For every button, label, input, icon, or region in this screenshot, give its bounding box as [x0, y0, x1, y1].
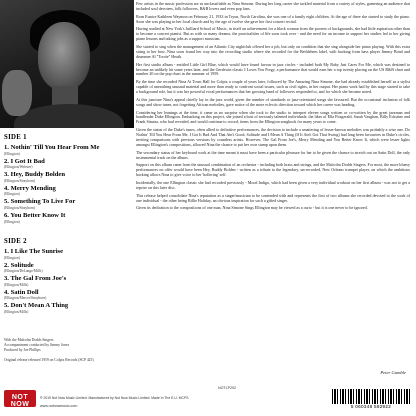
notes-paragraph: Given the status of the Duke's tunes, often allied to definitive performances, the decision to include a smattering of lesser-known melodies was probably a wise one. Do Nothin' Till You Hear From Me, I Got It Bad And That Ain't Good, Solitude and I Mean A Thing (If It Ain't Got That Swing) had long been favourites in Duke's circles, inviting comparisons with previous versions by countless artists. However, The Gal From Joe's, Merry Mending and You Better Know It, which were lesser lights amongst Ellington's compositions, allowed Nina the chance to put her own stamp upon them.	[136, 127, 410, 147]
track-title: 4. Satin Doll	[4, 288, 39, 296]
track-credit: (Ellington/Mills)	[4, 309, 29, 314]
track-item	[4, 275, 68, 287]
notes-paragraph: Few artists in the music profession are as unclassifiable as Nina Simone. During her long career she tackled material from a variety of styles, garnering an audience that included soul devotees, folk followers, R&B lovers and even pop fans.	[136, 1, 410, 11]
credit-line: Accompaniment conducted by Jimmy Jones	[4, 343, 70, 347]
track-title: 1. I Like The Sunrise	[4, 248, 64, 255]
photo-face	[38, 22, 90, 90]
track-title: 2. Solitude	[4, 261, 34, 269]
track-credit: (Ellington/Strayhorn)	[4, 205, 35, 210]
track-item	[4, 171, 128, 183]
footer-strip	[0, 384, 416, 416]
notes-paragraph: She started to sing when the management of an Atlantic City nightclub offered her a job, but only on condition that she sing alongside her piano playing. With this extra string to her bow, Nina soon found her way into the recording studio where she recorded for the Bethlehem label, with backing from bass player Jimmy Bond and drummer Al "Tootie" Heath.	[136, 44, 410, 59]
notes-paragraph: Born Eunice Kathleen Waymon on February 21, 1933 in Tryon, North Carolina, she was one of a family eight children. At the age of three she started to study the piano. Soon she was playing in her local church and by the age of twelve she gave her first concert recital.	[136, 13, 410, 24]
track-item	[4, 198, 128, 210]
side-1-title: SIDE 1	[4, 134, 27, 141]
side-2-tracklist	[4, 238, 68, 316]
track-title: 5. Something To Live For	[4, 198, 76, 206]
track-title: 2. I Got It Bad	[4, 157, 45, 165]
track-title: 3. The Gal From Joe's	[4, 275, 67, 283]
barcode-digits: 5 060348 582922	[350, 404, 392, 409]
track-credit: (Ellington)	[4, 219, 20, 224]
track-credit: (Ellington)	[4, 192, 20, 197]
website-url: www.notnowmusic.com	[40, 404, 78, 408]
track-credit: (Ellington/DeLange/Mills)	[4, 269, 43, 274]
notes-paragraph: Support on this album came from the unusual combination of an orchestra - including both brass and strings, and the Malcolm Dodds Singers. For most, the more bluesy performances on offer would have been Hey, Buddy Bolden - written as a tribute to the legendary, un-recorded, New Orleans trumpet player, on which the ambitious backing allows Nina to give voice to her 'hollering' self.	[136, 162, 410, 178]
track-title: 6. You Better Know It	[4, 211, 66, 219]
notes-author: Peter Gamble	[380, 370, 406, 375]
track-item	[4, 158, 128, 170]
copyright-text: ® 2019 Not Now Music Limited. Manufactured by Not Now Music Limited. Made In The E.U. MCPS	[40, 396, 189, 400]
track-credit: (Ellington)	[4, 151, 20, 156]
credit-line: With the Malcolm Dodds Singers	[4, 338, 54, 342]
liner-notes	[136, 2, 410, 214]
credit-line: Original release released 1959 on Colpix Records (SCP 425)	[4, 358, 94, 362]
track-item	[4, 212, 128, 224]
track-title: 4. Merry Mending	[4, 184, 56, 192]
track-title: 3. Hey, Buddy Bolden	[4, 171, 66, 179]
notes-paragraph: At this juncture Nina's appeal chiefly lay in the jazz world, given the number of standards or jazz-orientated songs she favoured. But the occasional inclusion of folk songs and show tunes, not forgetting African melodies, gave notice of the more eclectic direction toward which her career was heading.	[136, 96, 410, 107]
album-cover-photo	[0, 0, 134, 128]
track-item	[4, 144, 128, 156]
track-title: 1. Nothin' Till You Hear From Me	[4, 144, 100, 151]
credit-line: Produced by Joe Phillips	[4, 348, 41, 352]
notes-paragraph: The secondary status of her keyboard work at the time meant it must have been a particular pleasure for her to be given the chance to stretch out on Satin Doll, the only instrumental track on the album.	[136, 149, 410, 160]
notes-paragraph: Incidentally, the one Ellington classic she had recorded previously - Mood Indigo, which had been given a very individual workout on her first album - was not to get a reprise on this later disc.	[136, 179, 410, 190]
side-2-title: SIDE 2	[4, 238, 27, 245]
notes-paragraph: Given its dedication to the compositions of one man, Nina Simone Sings Ellington may be viewed as a curio - but it is one never to be ignored.	[136, 205, 368, 211]
label-logo: NOT NOW	[10, 394, 30, 408]
track-item	[4, 185, 128, 197]
side-1-tracklist	[4, 134, 128, 226]
barcode-bars	[332, 389, 410, 404]
barcode	[330, 389, 412, 409]
track-credit: (Ellington/Mills)	[4, 282, 29, 287]
track-item	[4, 262, 68, 274]
track-credit: (Ellington/Webster)	[4, 165, 33, 170]
track-credit: (Ellington/Strayhorn)	[4, 178, 35, 183]
track-item	[4, 289, 68, 301]
track-title: 5. Don't Mean A Thing	[4, 302, 69, 310]
notes-paragraph: Considering her leanings at the time, it came as no surprise when she took to the studio to interpret eleven songs written or co-written by the great jazzman and bandleader Duke Ellington. Embarking on this project, she joined a host of seriously talented individuals: the likes of Ella Fitzgerald, Sarah Vaughan, Billy Eckstine and Frank Sinatra, who had revealed, and would continue to record, items from the Ellington songbook for many years to come.	[136, 109, 410, 125]
track-credit: (Ellington)	[4, 255, 20, 260]
catalog-number: NOTLP292	[218, 386, 236, 390]
track-credit: (Ellington/Mercer/Strayhorn)	[4, 296, 47, 301]
photo-hand	[2, 70, 32, 116]
notes-paragraph: By the time she recorded Nina At Town Hall for Colpix a couple of years later, followed by The Amazing Nina Simone, she had already established herself as a stylist capable of unearthing unusual material and more than ready to confront social issues, such as civil rights, in her output. Her piano work had by this stage started to take a background role, but it was her powerful vocal performances that her growing band of followers responded to, and for which she became noted.	[136, 79, 410, 95]
notes-paragraph: This release helped consolidate Nina's reputation as a singer/musician to be contended with and represents the first of two albums she recorded devoted to the work of one individual - the other being Billie Holiday, an obvious inspiration for such a gifted singer.	[136, 192, 410, 203]
track-item	[4, 302, 68, 314]
album-credits	[4, 338, 128, 363]
track-item	[4, 248, 68, 260]
notes-paragraph: Having studied at New York's Juilliard School of Music, in itself an achievement for a black woman from the poorest of backgrounds, she had little aspiration other than to become a concert pianist. But as with so many dreams, the practicalities of life soon took over - and the need for an income to support her studies led to her giving piano lessons and taking jobs as a support musician.	[136, 26, 410, 42]
photo-shoulder	[14, 104, 124, 128]
notes-paragraph: Her first studio album - entitled Little Girl Blue, which would have found favour in jazz circles - included both My Baby Just Cares For Me, which was destined to become an unlikely hit some years later, and the Gershwin classic I Loves You Porgy, a performance that would earn her a top twenty placing on the US R&B chart and number 20 on the pop chart in the summer of 1959.	[136, 61, 410, 77]
